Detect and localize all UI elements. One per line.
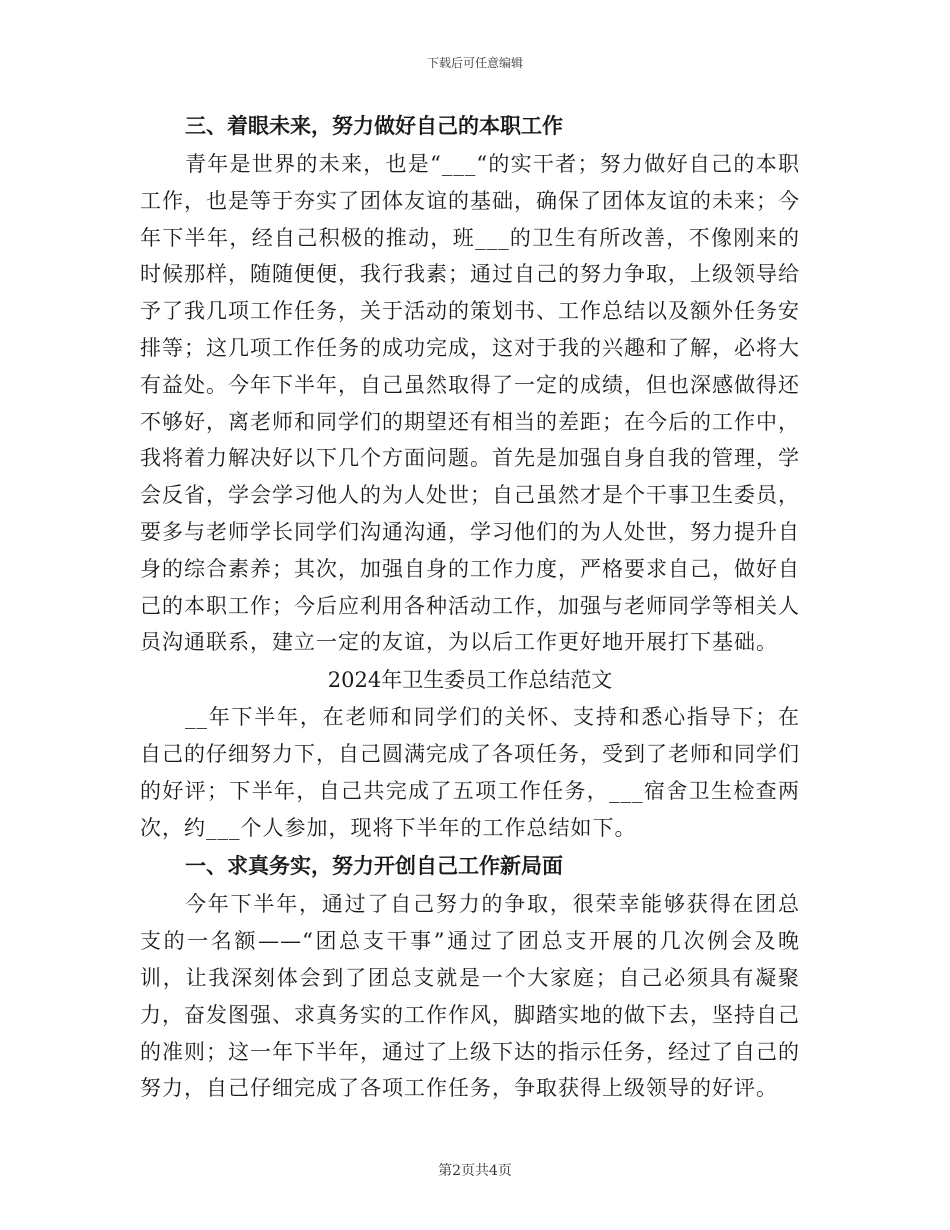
document-body (140, 110, 800, 1107)
page-header-note: 下载后可任意编辑 (426, 56, 523, 70)
section-3-paragraph: 青年是世界的未来，也是“___“的实干者；努力做好自己的本职工作，也是等于夯实了团体友谊的基础，确保了团体友谊的未来；今年下半年，经自己积极的推动，班___的卫生有所改善，不像刚来的时候那样，随随便便，我行我素；通过自己的努力争取，上级领导给予了我几项工作任务，关于活动的策划书、工作总结以及额外任务安排等；这几项工作任务的成功完成，这对于我的兴趣和了解，必将大有益处。今年下半年，自己虽然取得了一定的成绩，但也深感做得还不够好，离老师和同学们的期望还有相当的差距；在今后的工作中，我将着力解决好以下几个方面问题。首先是加强自身自我的管理，学会反省，学会学习他人的为人处世；自己虽然才是个干事卫生委员，要多与老师学长同学们沟通沟通，学习他们的为人处世，努力提升自身的综合素养；其次，加强自身的工作力度，严格要求自己，做好自己的本职工作；今后应利用各种活动工作，加强与老师同学等相关人员沟通联系，建立一定的友谊，为以后工作更好地开展打下基础。 (140, 152, 800, 655)
section-1-heading: 一、求真务实，努力开创自己工作新局面 (185, 853, 563, 879)
section-1-paragraph: 今年下半年，通过了自己努力的争取，很荣幸能够获得在团总支的一名额——“团总支干事”通过了团总支开展的几次例会及晚训，让我深刻体会到了团总支就是一个大家庭；自己必须具有凝聚力，奋发图强、求真务实的工作作风，脚踏实地的做下去，坚持自己的准则；这一年下半年，通过了上级下达的指示任务，经过了自己的努力，自己仔细完成了各项工作任务，争取获得上级领导的好评。 (140, 892, 800, 1101)
page-number: 第2页共4页 (438, 1163, 512, 1179)
section-3-heading: 三、着眼未来，努力做好自己的本职工作 (185, 113, 563, 138)
article-title: 2024年卫生委员工作总结范文 (327, 668, 613, 693)
intro-paragraph: __年下半年，在老师和同学们的关怀、支持和悉心指导下；在自己的仔细努力下，自己圆满完成了各项任务，受到了老师和同学们的好评；下半年，自己共完成了五项工作任务，___宿舍卫生检查两次，约___个人参加，现将下半年的工作总结如下。 (140, 705, 800, 840)
